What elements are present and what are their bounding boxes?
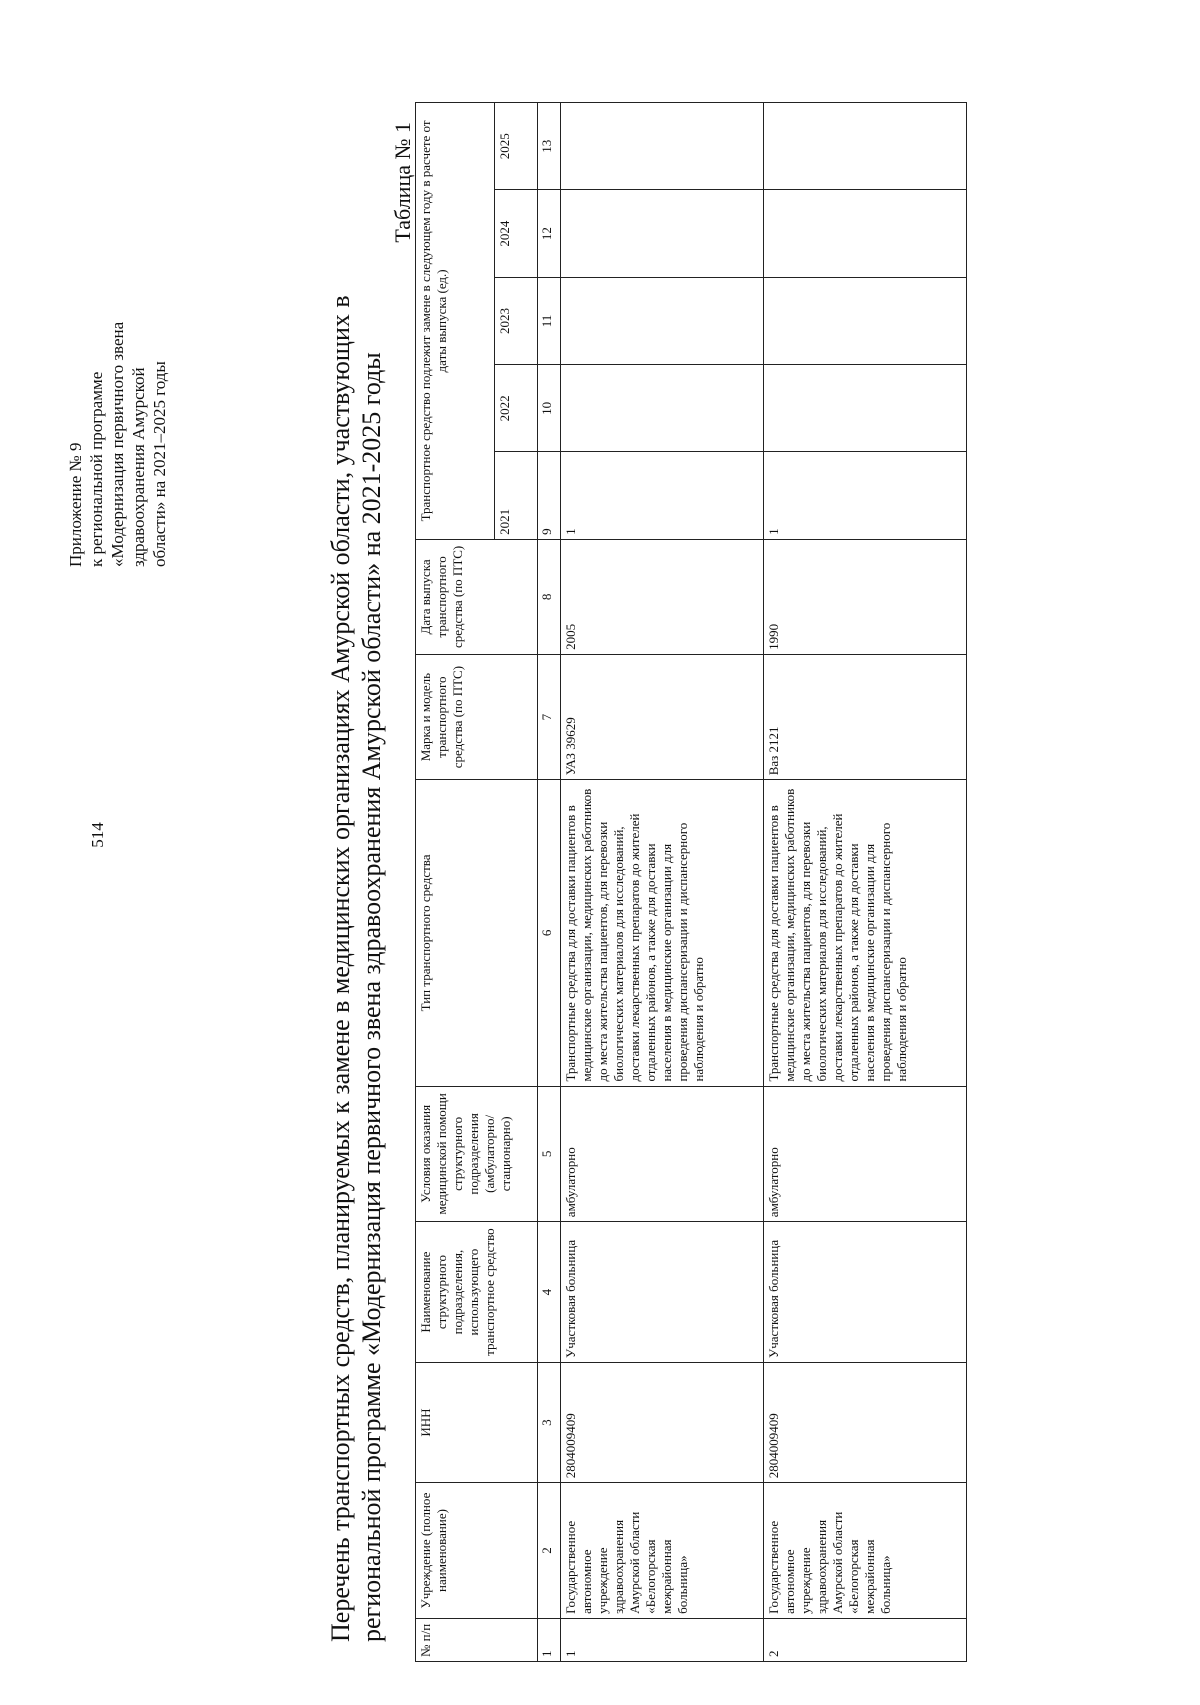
column-number: 12	[538, 190, 561, 277]
cell-date: 2005	[561, 539, 764, 654]
appendix-line: к региональной программе	[87, 371, 106, 567]
header-year: 2021	[495, 452, 538, 539]
title-line: Перечень транспортных средств, планируемых к замене в медицинских организациях Амурской области, участвующих в	[326, 295, 355, 1642]
column-numbers-row	[538, 103, 561, 1662]
header-num: № п/п	[416, 1618, 538, 1661]
document-title	[325, 102, 387, 1642]
cell-conditions: амбулаторно	[561, 1086, 764, 1222]
cell-unit: Участковая больница	[561, 1222, 764, 1363]
cell-model: Ваз 2121	[764, 654, 967, 779]
column-number: 2	[538, 1483, 561, 1619]
cell-2025	[561, 103, 764, 190]
cell-type: Транспортные средства для доставки пациентов в медицинские организации, медицинских работников до места жительства пациентов, для перевозки биологических материалов для исследований, доставки лекарственных препаратов до жителей отдаленных районов, а также для доставки населения в медицинские организации для проведения диспансеризации и диспансерного наблюдения и обратно	[764, 780, 967, 1086]
table-row	[764, 103, 967, 1662]
cell-2023	[561, 277, 764, 364]
cell-2024	[764, 190, 967, 277]
column-number: 3	[538, 1362, 561, 1482]
cell-date: 1990	[764, 539, 967, 654]
header-type: Тип транспортного средства	[416, 780, 538, 1086]
cell-institution: Государственное автономное учреждение здравоохранения Амурской области «Белогорская межрайонная больница»	[764, 1483, 967, 1619]
cell-unit: Участковая больница	[764, 1222, 967, 1363]
cell-inn: 2804009409	[764, 1362, 967, 1482]
header-institution: Учреждение (полное наименование)	[416, 1483, 538, 1619]
cell-inn: 2804009409	[561, 1362, 764, 1482]
appendix-line: «Модернизация первичного звена	[108, 321, 127, 567]
appendix-note	[65, 137, 170, 567]
column-number: 7	[538, 654, 561, 779]
page-number: 514	[88, 822, 107, 848]
header-date: Дата выпуска транспортного средства (по ПТС)	[416, 539, 538, 654]
table-header-row	[416, 103, 495, 1662]
vehicles-table	[415, 102, 967, 1662]
cell-conditions: амбулаторно	[764, 1086, 967, 1222]
cell-2024	[561, 190, 764, 277]
column-number: 13	[538, 103, 561, 190]
column-number: 4	[538, 1222, 561, 1363]
appendix-line: здравоохранения Амурской	[129, 367, 148, 567]
appendix-line: Приложение № 9	[66, 442, 85, 567]
column-number: 10	[538, 365, 561, 452]
cell-2023	[764, 277, 967, 364]
cell-2022	[561, 365, 764, 452]
header-year: 2023	[495, 277, 538, 364]
cell-type: Транспортные средства для доставки пациентов в медицинские организации, медицинских работников до места жительства пациентов, для перевозки биологических материалов для исследований, доставки лекарственных препаратов до жителей отдаленных районов, а также для доставки населения в медицинские организации для проведения диспансеризации и диспансерного наблюдения и обратно	[561, 780, 764, 1086]
header-replacement-group: Транспортное средство подлежит замене в следующем году в расчете от даты выпуска (ед.)	[416, 103, 495, 540]
cell-2021: 1	[561, 452, 764, 539]
column-number: 6	[538, 780, 561, 1086]
cell-2021: 1	[764, 452, 967, 539]
column-number: 1	[538, 1618, 561, 1661]
title-line: региональной программе «Модернизация первичного звена здравоохранения Амурской области» на 2021-2025 годы	[357, 352, 386, 1642]
header-inn: ИНН	[416, 1362, 538, 1482]
rotated-document	[15, 72, 1195, 1692]
table-label: Таблица № 1	[390, 122, 415, 243]
header-model: Марка и модель транспортного средства (по ПТС)	[416, 654, 538, 779]
table-row	[561, 103, 764, 1662]
cell-num: 2	[764, 1618, 967, 1661]
column-number: 5	[538, 1086, 561, 1222]
header-conditions: Условия оказания медицинской помощи структурного подразделения (амбулаторно/ стационарно)	[416, 1086, 538, 1222]
header-year: 2025	[495, 103, 538, 190]
cell-num: 1	[561, 1618, 764, 1661]
cell-2022	[764, 365, 967, 452]
header-unit: Наименование структурного подразделения, использующего транспортное средство	[416, 1222, 538, 1363]
header-year: 2024	[495, 190, 538, 277]
appendix-line: области» на 2021–2025 годы	[150, 361, 169, 567]
cell-model: УАЗ 39629	[561, 654, 764, 779]
column-number: 11	[538, 277, 561, 364]
cell-2025	[764, 103, 967, 190]
column-number: 8	[538, 539, 561, 654]
header-year: 2022	[495, 365, 538, 452]
cell-institution: Государственное автономное учреждение здравоохранения Амурской области «Белогорская межрайонная больница»	[561, 1483, 764, 1619]
column-number: 9	[538, 452, 561, 539]
